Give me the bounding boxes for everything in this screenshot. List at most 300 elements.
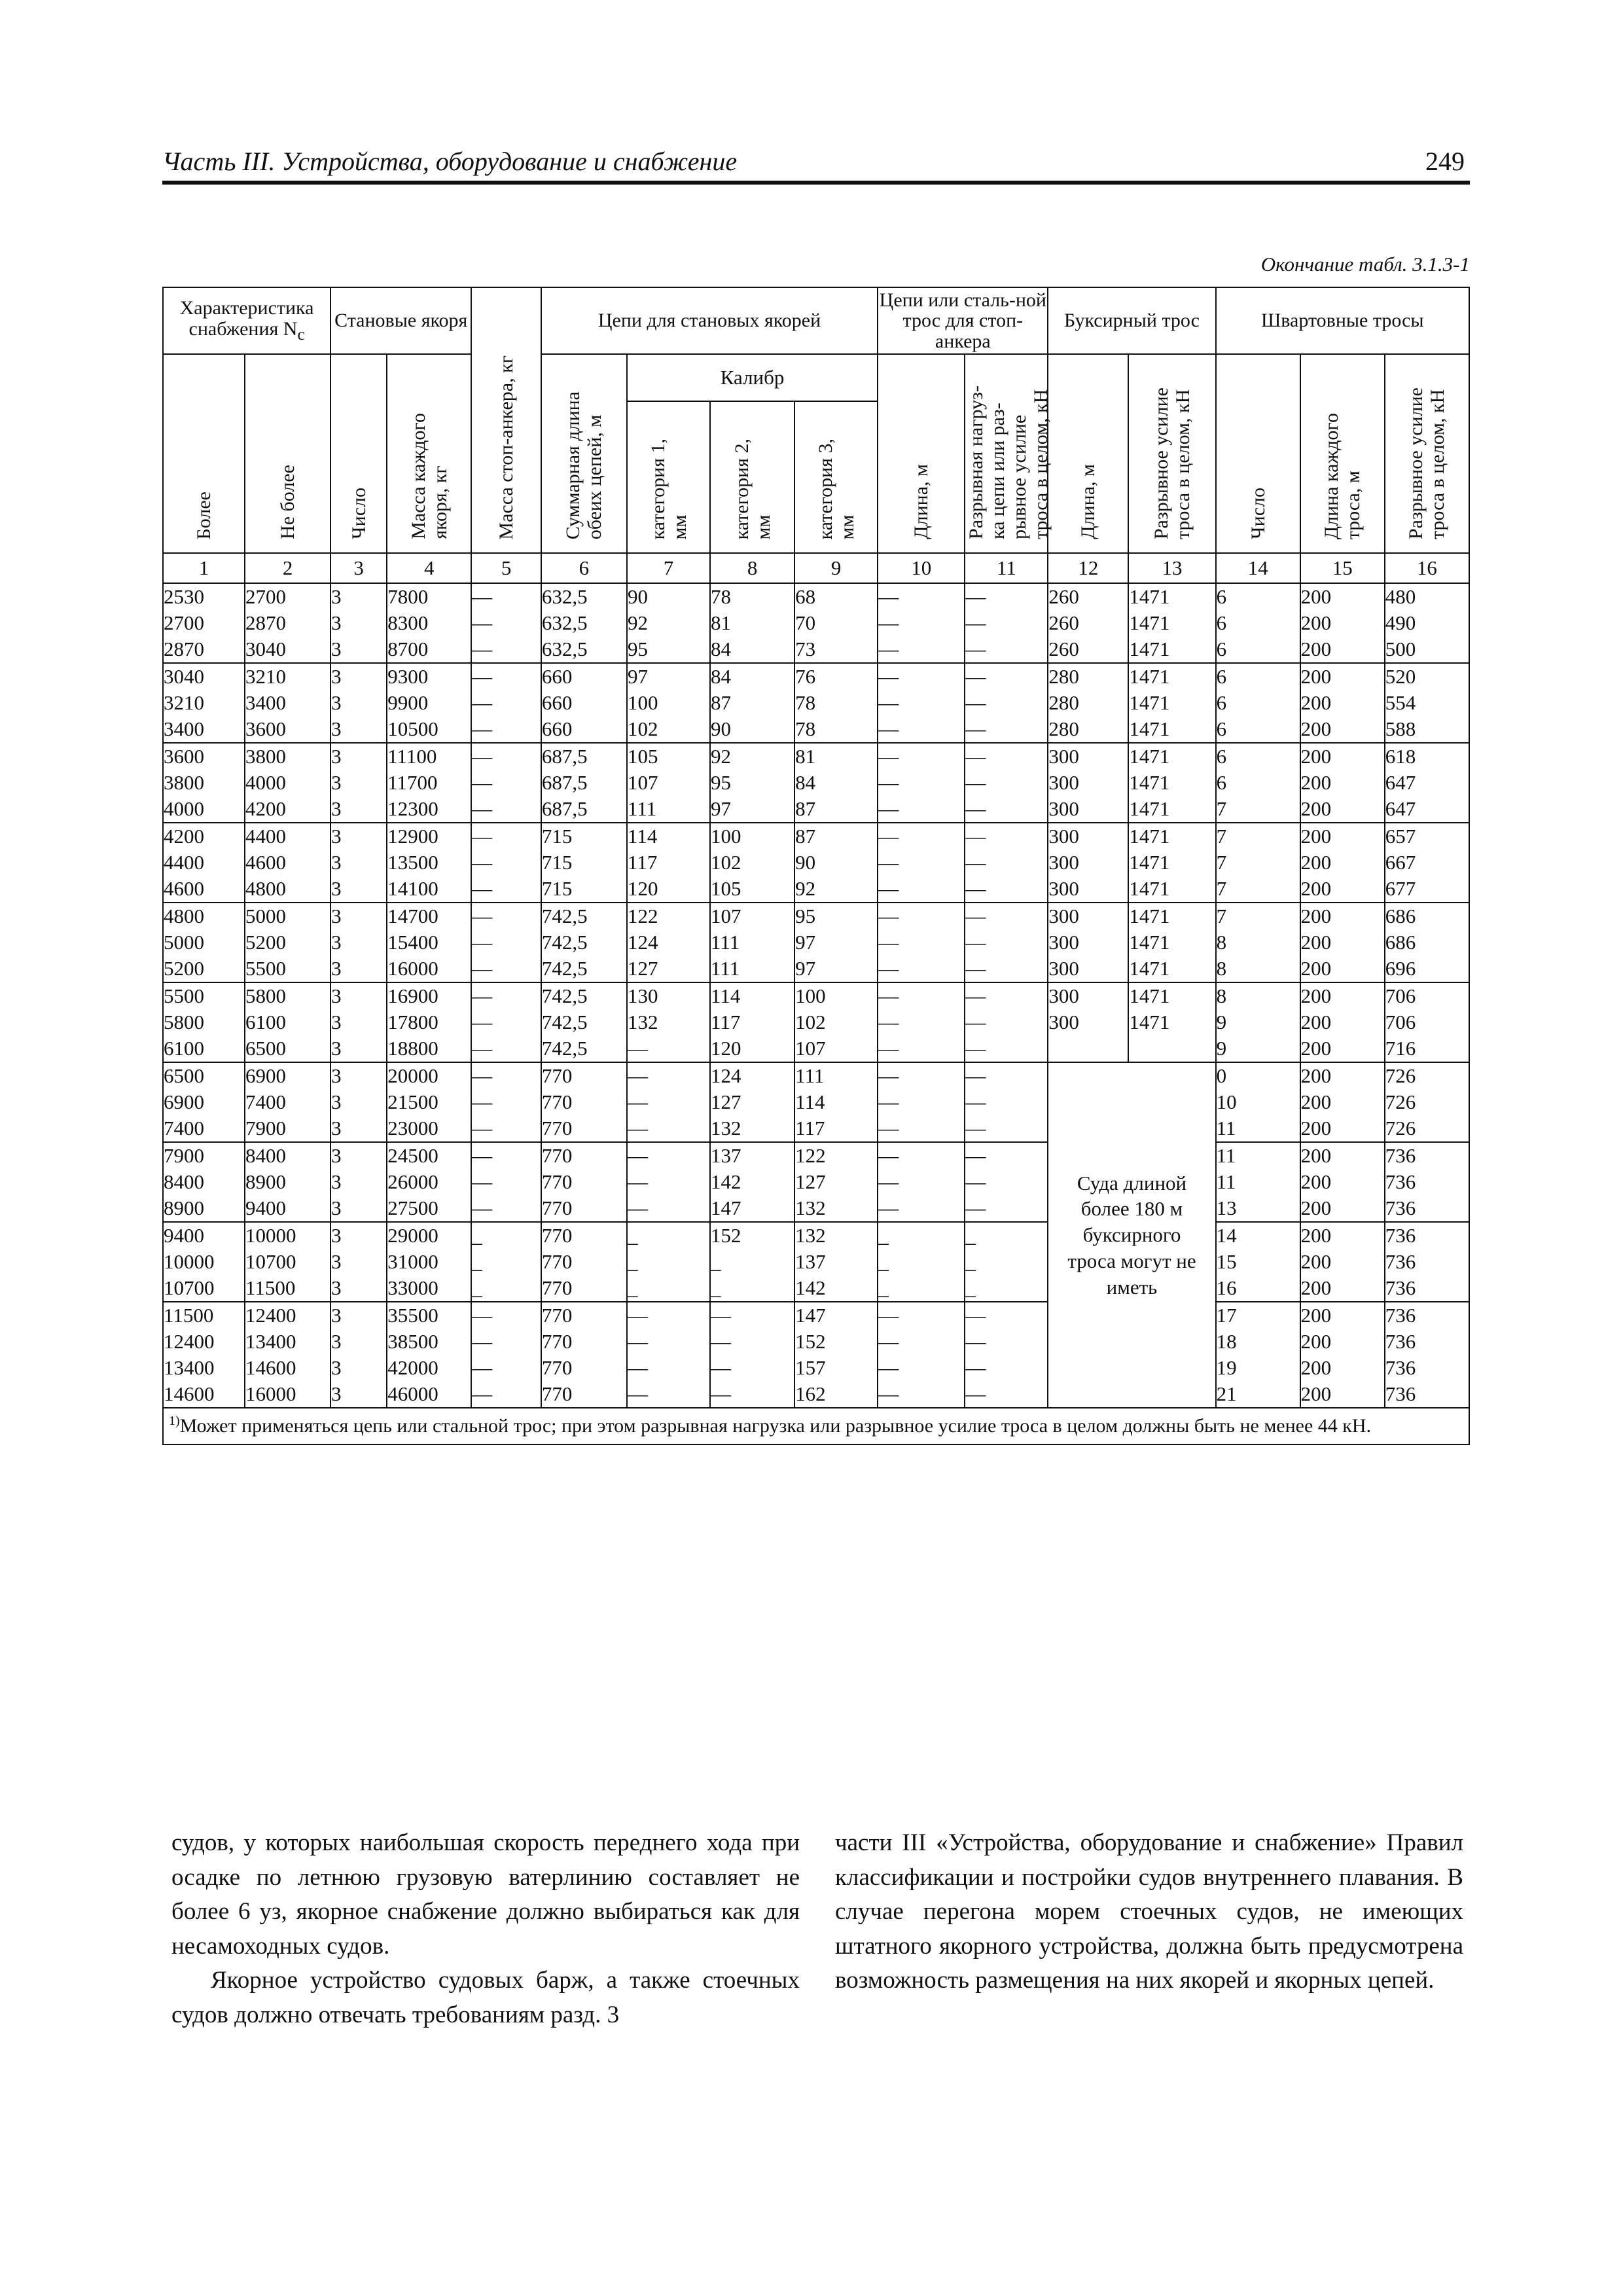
cell-value: 111 (627, 797, 657, 820)
cell-value: 3 (331, 745, 342, 768)
cell-value: 200 (1300, 1196, 1332, 1219)
cell-value: 132 (795, 1224, 826, 1247)
table-cell (245, 982, 330, 1062)
cell-value: 97 (795, 957, 816, 980)
cell-value: 114 (627, 825, 658, 848)
table-cell (471, 982, 541, 1062)
cell-value: 12900 (387, 825, 438, 848)
table-cell (1385, 1222, 1469, 1302)
cell-value: 4000 (245, 771, 286, 794)
cell-value: 200 (1300, 665, 1332, 688)
cell-value: _ (711, 1250, 721, 1273)
table-cell (387, 1222, 471, 1302)
table-cell (710, 982, 794, 1062)
cell-value: 715 (541, 825, 573, 848)
cell-value: 5000 (245, 905, 286, 927)
cell-value: 13500 (387, 851, 438, 874)
cell-value: 87 (711, 691, 732, 714)
cell-value: — (711, 1304, 732, 1327)
cell-value: 742,5 (541, 1011, 588, 1033)
header-total-length: Суммарная длина обеих цепей, м (541, 354, 627, 553)
cell-value: — (965, 1064, 986, 1087)
cell-value: 3 (331, 665, 342, 688)
table-cell (471, 1062, 541, 1142)
cell-value: 92 (627, 611, 648, 634)
cell-value: 280 (1048, 665, 1079, 688)
header-chains: Цепи для становых якорей (541, 287, 878, 354)
cell-value: 260 (1048, 611, 1079, 634)
cell-value: 480 (1385, 585, 1416, 608)
table-cell (1128, 903, 1215, 982)
cell-value: 770 (541, 1224, 573, 1247)
cell-value: 200 (1300, 984, 1332, 1007)
table-row-group (163, 1302, 1469, 1408)
cell-value: 127 (711, 1090, 741, 1113)
cell-value: _ (472, 1276, 482, 1299)
cell-value: — (472, 1011, 493, 1033)
cell-value: — (965, 745, 986, 768)
cell-value: 716 (1385, 1037, 1416, 1060)
cell-value: 102 (711, 851, 741, 874)
cell-value: 618 (1385, 745, 1416, 768)
cell-value: 3 (331, 1037, 342, 1060)
cell-value: 1471 (1129, 851, 1170, 874)
cell-value: 200 (1300, 825, 1332, 848)
cell-value: 3 (331, 984, 342, 1007)
cell-value: 696 (1385, 957, 1416, 980)
table-cell (627, 1142, 710, 1222)
cell-value: 8 (1216, 931, 1227, 954)
cell-value: 770 (541, 1196, 573, 1219)
cell-value: 770 (541, 1064, 573, 1087)
table-cell (163, 903, 245, 982)
cell-value: 736 (1385, 1276, 1416, 1299)
cell-value: 3 (331, 1090, 342, 1113)
cell-value: 200 (1300, 691, 1332, 714)
cell-value: 3 (331, 1224, 342, 1247)
cell-value: 1471 (1129, 905, 1170, 927)
table-cell (965, 903, 1048, 982)
cell-value: — (965, 931, 986, 954)
cell-value: 770 (541, 1356, 573, 1379)
table-cell (387, 1142, 471, 1222)
table-cell (541, 903, 627, 982)
cell-value: 29000 (387, 1224, 438, 1247)
cell-value: 3 (331, 637, 342, 660)
cell-value: 686 (1385, 931, 1416, 954)
cell-value: 770 (541, 1170, 573, 1193)
table-cell (245, 1222, 330, 1302)
cell-value: 660 (541, 717, 573, 740)
paragraph: Якорное устройство судовых барж, а также стоечных судов должно отвечать требованиям разд. 3 (171, 1967, 800, 2028)
cell-value: 770 (541, 1330, 573, 1353)
cell-value: 3 (331, 1304, 342, 1327)
cell-value: 200 (1300, 611, 1332, 634)
header-moor-length: Длина каждого троса, м (1300, 354, 1385, 553)
table-cell (471, 583, 541, 663)
cell-value: 4600 (245, 851, 286, 874)
table-cell (878, 1062, 965, 1142)
table-row-group (163, 823, 1469, 903)
anchor-equipment-table (162, 287, 1470, 1445)
table-cell (794, 1222, 878, 1302)
table-cell (541, 1142, 627, 1222)
table-cell (330, 663, 387, 743)
cell-value: 3040 (164, 665, 204, 688)
cell-value: 1471 (1129, 611, 1170, 634)
cell-value: — (472, 691, 493, 714)
body-column-left (171, 1826, 800, 2032)
table-cell (1300, 823, 1385, 903)
cell-value: 200 (1300, 1330, 1332, 1353)
cell-value: 10700 (245, 1250, 296, 1273)
cell-value: 4400 (164, 851, 204, 874)
cell-value: — (878, 1117, 899, 1139)
cell-value: — (627, 1037, 648, 1060)
cell-value: 660 (541, 691, 573, 714)
table-cell (1048, 982, 1128, 1062)
cell-value: — (965, 1304, 986, 1327)
cell-value: 1471 (1129, 931, 1170, 954)
cell-value: 736 (1385, 1170, 1416, 1193)
table-cell (541, 663, 627, 743)
cell-value: — (472, 611, 493, 634)
table-cell (794, 1302, 878, 1408)
cell-value: — (711, 1330, 732, 1353)
cell-value: 3 (331, 825, 342, 848)
cell-value: 6900 (164, 1090, 204, 1113)
table-cell (245, 743, 330, 823)
table-cell (1048, 663, 1128, 743)
cell-value: 105 (627, 745, 658, 768)
cell-value: — (627, 1117, 648, 1139)
cell-value: 7 (1216, 797, 1227, 820)
cell-value: 38500 (387, 1330, 438, 1353)
cell-value: 132 (795, 1196, 826, 1219)
cell-value: 16000 (387, 957, 438, 980)
cell-value: _ (627, 1224, 638, 1247)
cell-value: 124 (627, 931, 658, 954)
cell-value: 11 (1216, 1170, 1236, 1193)
cell-value: 770 (541, 1090, 573, 1113)
cell-value: 260 (1048, 585, 1079, 608)
cell-value: — (965, 611, 986, 634)
cell-value: 31000 (387, 1250, 438, 1273)
cell-value: 120 (627, 877, 658, 900)
table-caption: Окончание табл. 3.1.3-1 (1260, 253, 1470, 276)
cell-value: — (472, 1304, 493, 1327)
cell-value: 10500 (387, 717, 438, 740)
page-header (162, 137, 1470, 185)
column-number: 16 (1385, 553, 1469, 583)
cell-value: 3 (331, 717, 342, 740)
cell-value: 736 (1385, 1196, 1416, 1219)
cell-value: 10000 (164, 1250, 215, 1273)
table-cell (163, 1142, 245, 1222)
cell-value: 10 (1216, 1090, 1237, 1113)
cell-value: 102 (795, 1011, 826, 1033)
cell-value: 736 (1385, 1304, 1416, 1327)
column-number-row (163, 553, 1469, 583)
cell-value: 1471 (1129, 665, 1170, 688)
cell-value: 18 (1216, 1330, 1237, 1353)
table-cell (245, 663, 330, 743)
cell-value: — (965, 691, 986, 714)
cell-value: 16000 (245, 1382, 296, 1405)
table-cell (1128, 982, 1215, 1062)
cell-value: 7 (1216, 905, 1227, 927)
cell-value: 122 (795, 1144, 826, 1167)
table-cell (1048, 823, 1128, 903)
cell-value: 90 (795, 851, 816, 874)
cell-value: 632,5 (541, 585, 588, 608)
cell-value: 120 (711, 1037, 741, 1060)
cell-value: 742,5 (541, 1037, 588, 1060)
cell-value: — (965, 1090, 986, 1113)
cell-value: 2700 (164, 611, 204, 634)
cell-value: 4400 (245, 825, 286, 848)
cell-value: 11700 (387, 771, 438, 794)
cell-value: 3400 (245, 691, 286, 714)
cell-value: 554 (1385, 691, 1416, 714)
table-row-group (163, 663, 1469, 743)
table-cell (1128, 583, 1215, 663)
cell-value: 3 (331, 1064, 342, 1087)
cell-value: 35500 (387, 1304, 438, 1327)
table-cell (387, 823, 471, 903)
cell-value: 3 (331, 771, 342, 794)
table-cell (1216, 823, 1300, 903)
cell-value: 6500 (164, 1064, 204, 1087)
cell-value: 3 (331, 1330, 342, 1353)
cell-value: 7900 (245, 1117, 286, 1139)
cell-value: 5200 (164, 957, 204, 980)
table-cell (1048, 583, 1128, 663)
cell-value: 4200 (164, 825, 204, 848)
cell-value: 1471 (1129, 637, 1170, 660)
header-tow-breaking: Разрывное усилие троса в целом, кН (1128, 354, 1215, 553)
table-cell (878, 823, 965, 903)
table-cell (387, 1062, 471, 1142)
table-cell (471, 663, 541, 743)
table-cell (710, 1302, 794, 1408)
column-number: 2 (245, 553, 330, 583)
cell-value: 11 (1216, 1117, 1236, 1139)
cell-value: 84 (711, 637, 732, 660)
header-anchor-count: Число (330, 354, 387, 553)
cell-value: _ (472, 1224, 482, 1247)
cell-value: 81 (795, 745, 816, 768)
cell-value: 9 (1216, 1037, 1227, 1060)
cell-value: _ (711, 1276, 721, 1299)
cell-value: — (878, 1011, 899, 1033)
table-cell (878, 982, 965, 1062)
table-cell (163, 823, 245, 903)
cell-value: 715 (541, 877, 573, 900)
cell-value: 1471 (1129, 825, 1170, 848)
cell-value: 770 (541, 1144, 573, 1167)
cell-value: 200 (1300, 1382, 1332, 1405)
cell-value: 1471 (1129, 797, 1170, 820)
header-stop-length: Длина, м (878, 354, 965, 553)
cell-value: 8 (1216, 957, 1227, 980)
table-cell (245, 1062, 330, 1142)
table-cell (1385, 1062, 1469, 1142)
cell-value: — (878, 1304, 899, 1327)
table-cell (794, 1142, 878, 1222)
cell-value: — (472, 984, 493, 1007)
table-cell (965, 1062, 1048, 1142)
table-cell (1300, 982, 1385, 1062)
cell-value: — (878, 771, 899, 794)
cell-value: — (965, 1144, 986, 1167)
cell-value: 117 (627, 851, 658, 874)
cell-value: 3 (331, 1196, 342, 1219)
cell-value: 114 (711, 984, 741, 1007)
cell-value: 200 (1300, 585, 1332, 608)
cell-value (1048, 1035, 1128, 1062)
cell-value: — (878, 1037, 899, 1060)
table-row-group (163, 1222, 1469, 1302)
cell-value: 95 (627, 637, 648, 660)
cell-value: 12400 (164, 1330, 215, 1353)
cell-value: 107 (627, 771, 658, 794)
cell-value: — (878, 877, 899, 900)
cell-value: 33000 (387, 1276, 438, 1299)
cell-value: — (627, 1356, 648, 1379)
cell-value: — (878, 1170, 899, 1193)
table-cell (1300, 583, 1385, 663)
table-cell (1385, 583, 1469, 663)
cell-value: 17800 (387, 1011, 438, 1033)
cell-value: 742,5 (541, 931, 588, 954)
cell-value: — (627, 1330, 648, 1353)
cell-value: — (627, 1144, 648, 1167)
cell-value: — (965, 771, 986, 794)
cell-value: — (965, 1196, 986, 1219)
cell-value: 6 (1216, 611, 1227, 634)
cell-value: — (878, 665, 899, 688)
cell-value: 12400 (245, 1304, 296, 1327)
cell-value: 3 (331, 611, 342, 634)
table-cell (627, 982, 710, 1062)
header-characteristic: Характеристика снабжения $N_c$ (163, 287, 330, 354)
header-over: Более (163, 354, 245, 553)
table-cell (1216, 1142, 1300, 1222)
column-number: 5 (471, 553, 541, 583)
cell-value: 770 (541, 1117, 573, 1139)
table-cell (1300, 663, 1385, 743)
paragraph: судов, у которых наибольшая скорость переднего хода при осадке по летнюю грузовую ватерлинию составляет не более 6 уз, якорное снабжение должно выбираться как для несамоходных судов. (171, 1829, 800, 1960)
cell-value: 1471 (1129, 984, 1170, 1007)
cell-value: — (627, 1170, 648, 1193)
table-row-group (163, 982, 1469, 1062)
cell-value: 73 (795, 637, 816, 660)
cell-value: — (878, 611, 899, 634)
table-cell (330, 743, 387, 823)
cell-value: 5800 (164, 1011, 204, 1033)
table-footnote: $^{1)}$Может применяться цепь или стальной трос; при этом разрывная нагрузка или разрывное усилие троса в целом должны быть не менее 44 кН. (163, 1408, 1469, 1444)
cell-value: — (627, 1064, 648, 1087)
cell-value: 500 (1385, 637, 1416, 660)
cell-value: 687,5 (541, 797, 588, 820)
table-cell (965, 743, 1048, 823)
body-column-right (835, 1826, 1463, 1998)
cell-value: 9400 (245, 1196, 286, 1219)
cell-value: 97 (627, 665, 648, 688)
table-cell (1216, 903, 1300, 982)
cell-value: _ (878, 1224, 889, 1247)
table-row-group (163, 903, 1469, 982)
cell-value: 3800 (164, 771, 204, 794)
cell-value: 3 (331, 851, 342, 874)
cell-value: 1471 (1129, 691, 1170, 714)
cell-value: 13400 (245, 1330, 296, 1353)
table-cell (541, 1062, 627, 1142)
cell-value: 715 (541, 851, 573, 874)
cell-value: 5800 (245, 984, 286, 1007)
cell-value: 42000 (387, 1356, 438, 1379)
cell-value: — (627, 1304, 648, 1327)
table-cell (541, 823, 627, 903)
cell-value: 11100 (387, 745, 437, 768)
table-cell (878, 583, 965, 663)
cell-value: 17 (1216, 1304, 1237, 1327)
cell-value: 3800 (245, 745, 286, 768)
cell-value: 84 (711, 665, 732, 688)
cell-value: 107 (795, 1037, 826, 1060)
table-cell (627, 743, 710, 823)
anchor-equipment-table-wrap (162, 287, 1470, 1445)
cell-value: 8700 (387, 637, 429, 660)
column-number: 10 (878, 553, 965, 583)
cell-value: 78 (795, 717, 816, 740)
cell-value: 490 (1385, 611, 1416, 634)
cell-value: 260 (1048, 637, 1079, 660)
cell-value: 200 (1300, 851, 1332, 874)
cell-value: 200 (1300, 771, 1332, 794)
cell-value: 152 (795, 1330, 826, 1353)
cell-value: 105 (711, 877, 741, 900)
cell-value: 742,5 (541, 905, 588, 927)
paragraph: части III «Устройства, оборудование и снабжение» Правил классификации и постройки судов внутреннего плавания. В случае перегона морем стоечных судов, не имеющих штатного якорного устройства, должна быть предусмотрена возможность размещения на них якорей и якорных цепей. (835, 1829, 1463, 1994)
cell-value: 736 (1385, 1144, 1416, 1167)
cell-value: 127 (795, 1170, 826, 1193)
cell-value: 95 (795, 905, 816, 927)
cell-value: 92 (711, 745, 732, 768)
cell-value: _ (965, 1276, 976, 1299)
table-cell (1385, 663, 1469, 743)
cell-value: 3 (331, 877, 342, 900)
cell-value: 770 (541, 1276, 573, 1299)
cell-value: 8 (1216, 984, 1227, 1007)
header-stop-chain: Цепи или сталь-ной трос для стоп-анкера (878, 287, 1048, 354)
table-cell (627, 823, 710, 903)
cell-value: 1471 (1129, 877, 1170, 900)
cell-value: — (472, 717, 493, 740)
cell-value: — (472, 1330, 493, 1353)
cell-value: 3 (331, 1276, 342, 1299)
cell-value: 7400 (245, 1090, 286, 1113)
cell-value: 6900 (245, 1064, 286, 1087)
cell-value: 1471 (1129, 717, 1170, 740)
table-cell (541, 982, 627, 1062)
cell-value: 6500 (245, 1037, 286, 1060)
column-number: 14 (1216, 553, 1300, 583)
cell-value: 5200 (245, 931, 286, 954)
table-cell (471, 1142, 541, 1222)
cell-value: 142 (711, 1170, 741, 1193)
